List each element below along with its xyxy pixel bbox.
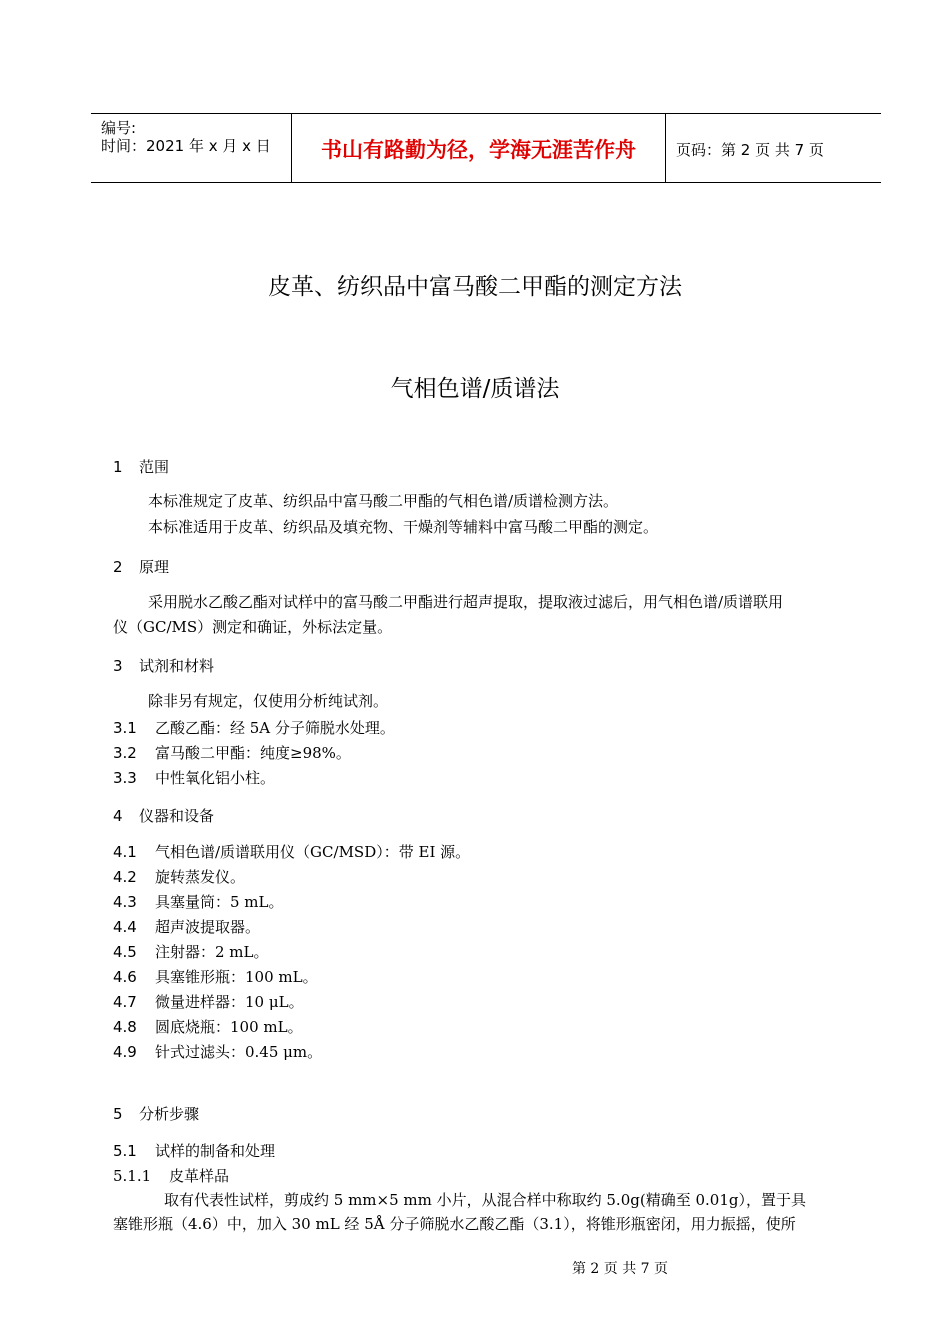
section-heading: 3 试剂和材料 xyxy=(113,657,215,675)
paragraph: 本标准规定了皮革、纺织品中富马酸二甲酯的气相色谱/质谱检测方法。 xyxy=(148,492,619,510)
page-footer: 第 2 页 共 7 页 xyxy=(571,1261,669,1277)
document-subtitle: 气相色谱/质谱法 xyxy=(390,376,560,402)
list-item: 4.7 微量进样器：10 μL。 xyxy=(113,993,304,1011)
subsection-heading: 5.1.1 皮革样品 xyxy=(113,1167,230,1185)
list-item: 4.5 注射器：2 mL。 xyxy=(113,943,269,961)
list-item: 3.2 富马酸二甲酯：纯度≥98%。 xyxy=(113,744,351,762)
paragraph: 塞锥形瓶（4.6）中，加入 30 mL 经 5Å 分子筛脱水乙酸乙酯（3.1），将锥形瓶密闭，用力振摇，使所 xyxy=(113,1215,796,1233)
paragraph: 取有代表性试样，剪成约 5 mm×5 mm 小片，从混合样中称取约 5.0g(精确至 0.01g），置于具 xyxy=(164,1191,806,1209)
header-page-number: 页码：第 2 页 共 7 页 xyxy=(676,141,824,159)
list-item: 4.6 具塞锥形瓶：100 mL。 xyxy=(113,968,318,986)
list-item: 4.2 旋转蒸发仪。 xyxy=(113,868,246,886)
paragraph: 采用脱水乙酸乙酯对试样中的富马酸二甲酯进行超声提取，提取液过滤后，用气相色谱/质谱联用 xyxy=(148,593,784,611)
document-number: 编号: xyxy=(101,119,137,137)
list-item: 4.3 具塞量筒：5 mL。 xyxy=(113,893,284,911)
list-item: 4.1 气相色谱/质谱联用仪（GC/MSD）：带 EI 源。 xyxy=(113,843,471,861)
section-heading: 4 仪器和设备 xyxy=(113,807,215,825)
document-title: 皮革、纺织品中富马酸二甲酯的测定方法 xyxy=(268,274,682,300)
paragraph: 本标准适用于皮革、纺织品及填充物、干燥剂等辅料中富马酸二甲酯的测定。 xyxy=(148,518,659,536)
list-item: 4.4 超声波提取器。 xyxy=(113,918,261,936)
header-motto: 书山有路勤为径，学海无涯苦作舟 xyxy=(292,114,666,182)
document-header xyxy=(91,113,881,183)
list-item: 4.9 针式过滤头：0.45 μm。 xyxy=(113,1043,323,1061)
list-item: 4.8 圆底烧瓶：100 mL。 xyxy=(113,1018,303,1036)
subsection-heading: 5.1 试样的制备和处理 xyxy=(113,1142,276,1160)
header-meta xyxy=(91,114,292,182)
section-heading: 2 原理 xyxy=(113,558,170,576)
section-heading: 1 范围 xyxy=(113,458,170,476)
section-heading: 5 分析步骤 xyxy=(113,1105,200,1123)
paragraph: 仪（GC/MS）测定和确证，外标法定量。 xyxy=(113,618,393,636)
list-item: 3.3 中性氧化铝小柱。 xyxy=(113,769,276,787)
list-item: 3.1 乙酸乙酯：经 5A 分子筛脱水处理。 xyxy=(113,719,395,737)
document-date: 时间：2021 年 x 月 x 日 xyxy=(101,137,271,155)
paragraph: 除非另有规定，仅使用分析纯试剂。 xyxy=(148,692,389,710)
